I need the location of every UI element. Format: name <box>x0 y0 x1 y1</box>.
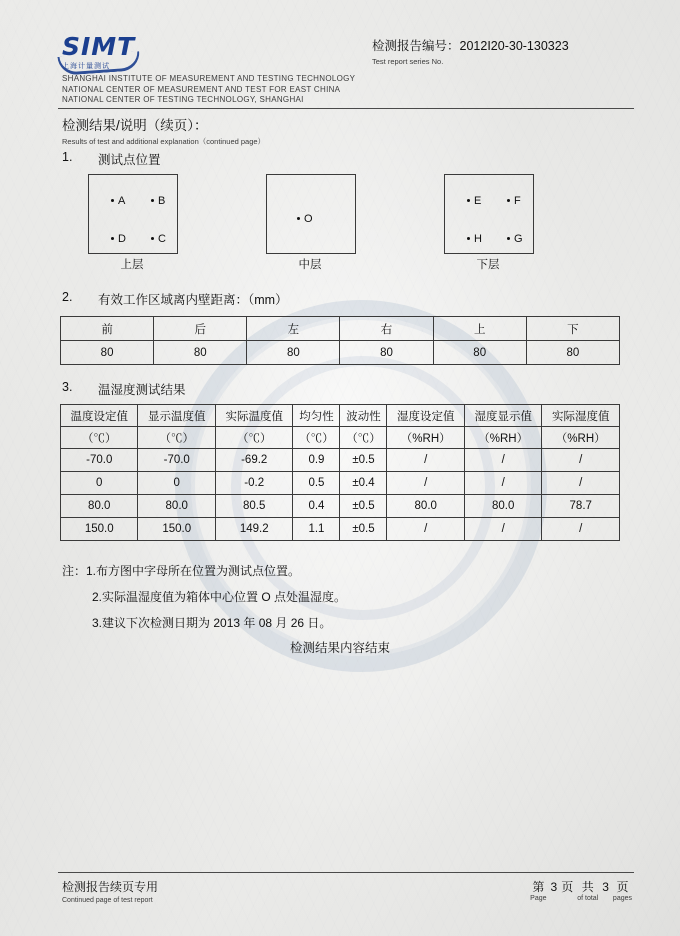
point-dot-icon <box>111 199 114 202</box>
report-number-block <box>372 36 632 66</box>
section-title <box>62 114 265 147</box>
dist-value-back: 80 <box>154 341 247 365</box>
report-number-value: 2012I20-30-130323 <box>459 39 569 53</box>
cell-r0-c6: / <box>464 449 541 472</box>
table-row-header-line2 <box>61 427 620 449</box>
logo-text: SIMT <box>62 32 136 61</box>
cell-r3-c6: / <box>464 518 541 541</box>
dist-value-right: 80 <box>340 341 433 365</box>
total-word: 共 <box>581 880 594 894</box>
section-title-en: Results of test and additional explanation（continued page） <box>62 137 266 146</box>
cell-r1-c0: 0 <box>61 472 138 495</box>
col-header-hum-display: 湿度显示值 <box>464 405 541 427</box>
cell-r2-c7: 78.7 <box>542 495 620 518</box>
col-unit-hum-actual: （%RH） <box>542 427 620 449</box>
cell-r1-c1: 0 <box>138 472 215 495</box>
dist-value-front: 80 <box>61 341 154 365</box>
point-dot-icon <box>297 217 300 220</box>
cell-r0-c5: / <box>387 449 464 472</box>
cell-r1-c2: -0.2 <box>215 472 292 495</box>
col-unit-hum-set: （%RH） <box>387 427 464 449</box>
point-dot-icon <box>507 237 510 240</box>
cell-r0-c3: 0.9 <box>293 449 340 472</box>
point-dot-icon <box>467 199 470 202</box>
cell-r0-c0: -70.0 <box>61 449 138 472</box>
cell-r2-c0: 80.0 <box>61 495 138 518</box>
cell-r1-c3: 0.5 <box>293 472 340 495</box>
point-dot-icon <box>507 199 510 202</box>
col-header-temp-display: 显示温度值 <box>138 405 215 427</box>
total-unit: 页 <box>616 880 629 894</box>
layer-box-lower <box>444 174 534 254</box>
col-unit-hum-display: （%RH） <box>464 427 541 449</box>
page-unit-cell <box>561 878 573 895</box>
dist-header-back: 后 <box>154 317 247 341</box>
cell-r3-c0: 150.0 <box>61 518 138 541</box>
total-word-en: of total <box>577 895 599 902</box>
dist-header-front: 前 <box>61 317 154 341</box>
col-header-hum-set: 湿度设定值 <box>387 405 464 427</box>
cell-r3-c4: ±0.5 <box>340 518 387 541</box>
dist-value-bottom: 80 <box>526 341 619 365</box>
cell-r2-c4: ±0.5 <box>340 495 387 518</box>
report-number <box>372 36 632 54</box>
report-number-label: 检测报告编号： <box>372 39 460 53</box>
wall-distance-table <box>60 316 620 365</box>
total-number: 3 <box>602 880 609 894</box>
total-unit-cell <box>613 878 632 902</box>
cell-r0-c4: ±0.5 <box>340 449 387 472</box>
footer-divider <box>58 872 634 873</box>
test-point-B: B <box>151 195 165 207</box>
temperature-humidity-results-table <box>60 404 620 541</box>
point-dot-icon <box>151 199 154 202</box>
cell-r2-c1: 80.0 <box>138 495 215 518</box>
item-3-number: 3. <box>62 380 73 394</box>
test-point-A: A <box>111 195 125 207</box>
table-row <box>61 518 620 541</box>
page-word-en: Page <box>530 895 547 902</box>
dist-header-left: 左 <box>247 317 340 341</box>
note-2: 2.实际温湿度值为箱体中心位置 O 点处温湿度。 <box>92 590 347 604</box>
note-3: 3.建议下次检测日期为 2013 年 08 月 26 日。 <box>92 616 332 630</box>
col-header-temp-actual: 实际温度值 <box>215 405 292 427</box>
col-unit-temp-actual: （℃） <box>215 427 292 449</box>
page-word-cell <box>530 878 546 902</box>
end-of-results-text: 检测结果内容结束 <box>290 641 391 655</box>
test-point-C: C <box>151 233 166 245</box>
report-number-en: Test report series No. <box>372 57 444 66</box>
footer-stamp-en: Continued page of test report <box>62 897 153 904</box>
simt-logo <box>62 34 154 74</box>
table-row-header-line1 <box>61 405 620 427</box>
footer-stamp-block <box>62 878 158 904</box>
test-point-E: E <box>467 195 481 207</box>
organization-lines <box>62 74 355 106</box>
cell-r1-c6: / <box>464 472 541 495</box>
layer-box-upper <box>88 174 178 254</box>
table-row <box>61 472 620 495</box>
org-line-3: NATIONAL CENTER OF TESTING TECHNOLOGY, SHANGHAI <box>62 95 304 104</box>
cell-r2-c2: 80.5 <box>215 495 292 518</box>
col-header-fluctuation: 波动性 <box>340 405 387 427</box>
layer-caption-lower: 下层 <box>476 259 500 271</box>
pages-en: pages <box>612 895 632 902</box>
test-point-D: D <box>111 233 126 245</box>
cell-r0-c1: -70.0 <box>138 449 215 472</box>
cell-r3-c1: 150.0 <box>138 518 215 541</box>
dist-value-top: 80 <box>433 341 526 365</box>
note-1: 注：1.布方图中字母所在位置为测试点位置。 <box>62 564 301 578</box>
cell-r1-c7: / <box>542 472 620 495</box>
cell-r3-c3: 1.1 <box>293 518 340 541</box>
page-number-cell <box>551 880 558 894</box>
page-number: 3 <box>550 880 558 894</box>
layer-caption-upper: 上层 <box>120 259 144 271</box>
cell-r3-c2: 149.2 <box>215 518 292 541</box>
section-title-cn: 检测结果/说明（续页）： <box>62 118 208 133</box>
col-unit-uniformity: （℃） <box>293 427 340 449</box>
test-point-O: O <box>297 213 313 225</box>
logo-subtext: 上海计量测试 <box>62 63 110 70</box>
point-dot-icon <box>151 237 154 240</box>
point-dot-icon <box>111 237 114 240</box>
page-word: 第 <box>532 880 545 894</box>
cell-r2-c3: 0.4 <box>293 495 340 518</box>
item-2-label: 有效工作区域离内壁距离：（mm） <box>98 293 288 307</box>
cell-r0-c7: / <box>542 449 620 472</box>
col-header-temp-set: 温度设定值 <box>61 405 138 427</box>
test-point-H: H <box>467 233 482 245</box>
item-2-number: 2. <box>62 290 73 304</box>
cell-r0-c2: -69.2 <box>215 449 292 472</box>
cell-r1-c4: ±0.4 <box>340 472 387 495</box>
col-unit-temp-set: （℃） <box>61 427 138 449</box>
cell-r3-c5: / <box>387 518 464 541</box>
col-unit-fluctuation: （℃） <box>340 427 387 449</box>
table-row <box>61 495 620 518</box>
dist-header-top: 上 <box>433 317 526 341</box>
dist-value-left: 80 <box>247 341 340 365</box>
col-header-hum-actual: 实际湿度值 <box>542 405 620 427</box>
page-indicator <box>530 878 632 902</box>
total-word-cell <box>577 878 598 902</box>
test-point-F: F <box>507 195 521 207</box>
total-number-cell <box>602 880 609 894</box>
page-unit: 页 <box>561 880 574 894</box>
point-dot-icon <box>467 237 470 240</box>
layer-box-middle <box>266 174 356 254</box>
item-3-label: 温湿度测试结果 <box>98 383 186 397</box>
org-line-1: SHANGHAI INSTITUTE OF MEASUREMENT AND TESTING TECHNOLOGY <box>62 74 356 83</box>
dist-header-right: 右 <box>340 317 433 341</box>
header-divider <box>58 108 634 109</box>
table-row <box>61 449 620 472</box>
test-point-G: G <box>507 233 523 245</box>
layer-caption-middle: 中层 <box>298 259 322 271</box>
col-unit-temp-display: （℃） <box>138 427 215 449</box>
dist-header-bottom: 下 <box>526 317 619 341</box>
table-row-header <box>61 317 620 341</box>
item-1-number: 1. <box>62 150 73 164</box>
item-1-label: 测试点位置 <box>98 153 161 167</box>
footer-stamp-cn: 检测报告续页专用 <box>62 880 159 894</box>
org-line-2: NATIONAL CENTER OF MEASUREMENT AND TEST FOR EAST CHINA <box>62 84 341 94</box>
cell-r3-c7: / <box>542 518 620 541</box>
cell-r1-c5: / <box>387 472 464 495</box>
col-header-uniformity: 均匀性 <box>293 405 340 427</box>
cell-r2-c5: 80.0 <box>387 495 464 518</box>
cell-r2-c6: 80.0 <box>464 495 541 518</box>
table-row <box>61 341 620 365</box>
